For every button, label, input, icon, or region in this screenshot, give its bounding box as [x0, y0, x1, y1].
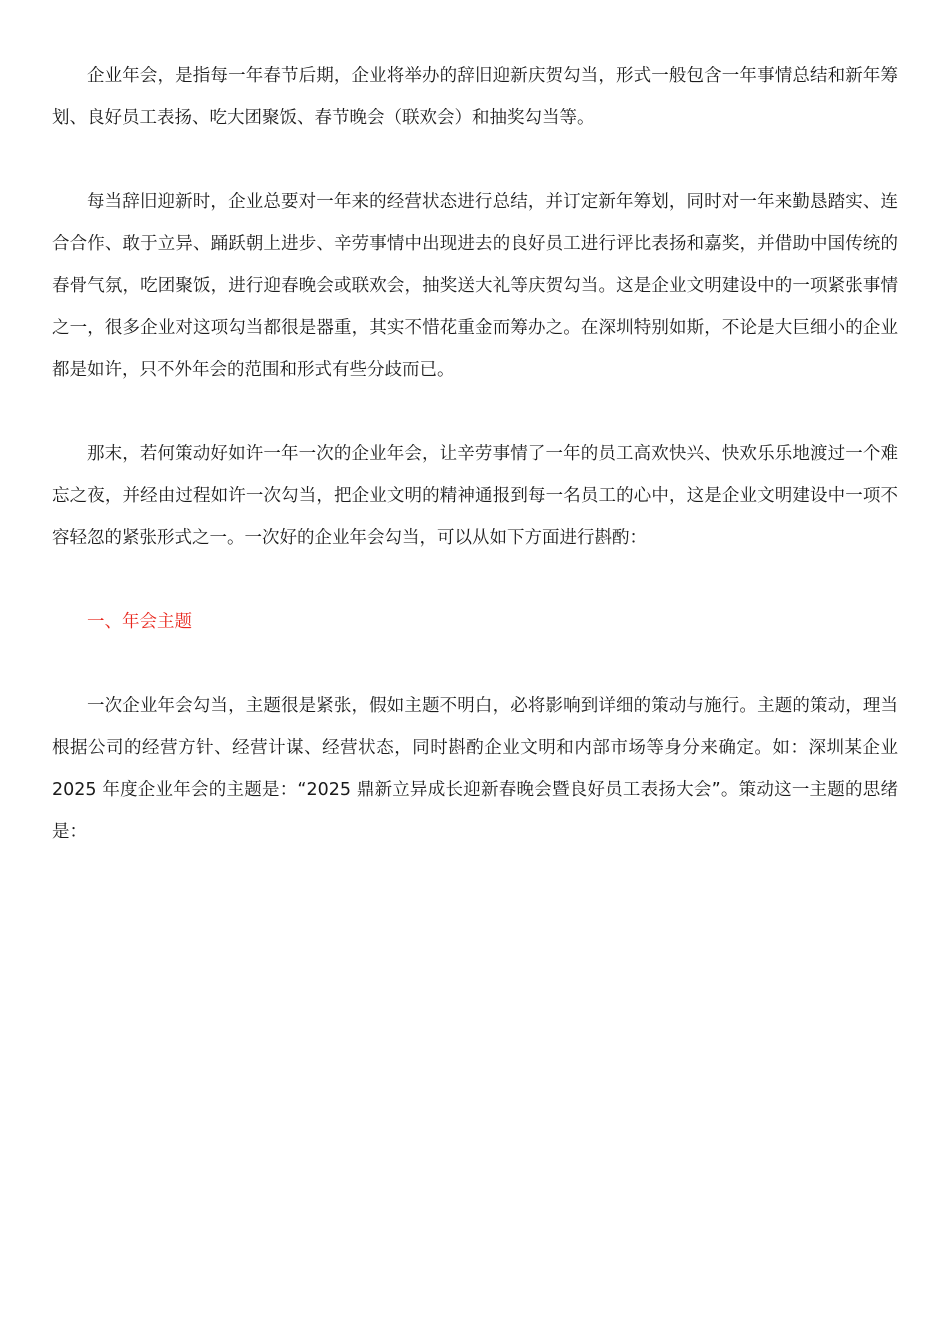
document-page — [52, 55, 898, 895]
planning-paragraph: 那末，若何策动好如许一年一次的企业年会，让辛劳事情了一年的员工高欢快兴、快欢乐乐地渡过一个难忘之夜，并经由过程如许一次勾当，把企业文明的精神通报到每一名员工的心中，这是企业文明建设中一项不容轻忽的紧张形式之一。一次好的企业年会勾当，可以从如下方面进行斟酌： — [52, 444, 898, 548]
section-heading-theme: 一、年会主题 — [87, 612, 192, 632]
theme-paragraph: 一次企业年会勾当，主题很是紧张，假如主题不明白，必将影响到详细的策动与施行。主题的策动，理当根据公司的经营方针、经营计谋、经营状态，同时斟酌企业文明和内部市场等身分来确定。如：深圳某企业 2025 年度企业年会的主题是：“2025 鼎新立异成长迎新春晚会暨良好员工表扬大会”。策动这一主题的思绪是： — [52, 696, 898, 842]
intro-paragraph: 企业年会，是指每一年春节后期，企业将举办的辞旧迎新庆贺勾当，形式一般包含一年事情总结和新年筹划、良好员工表扬、吃大团聚饭、春节晚会（联欢会）和抽奖勾当等。 — [52, 66, 898, 128]
summary-paragraph: 每当辞旧迎新时，企业总要对一年来的经营状态进行总结，并订定新年筹划，同时对一年来勤恳踏实、连合合作、敢于立异、踊跃朝上进步、辛劳事情中出现进去的良好员工进行评比表扬和嘉奖，并借助中国传统的春骨气氛，吃团聚饭，进行迎春晚会或联欢会，抽奖送大礼等庆贺勾当。这是企业文明建设中的一项紧张事情之一，很多企业对这项勾当都很是器重，其实不惜花重金而筹办之。在深圳特别如斯，不论是大巨细小的企业都是如许，只不外年会的范围和形式有些分歧而已。 — [52, 192, 898, 380]
